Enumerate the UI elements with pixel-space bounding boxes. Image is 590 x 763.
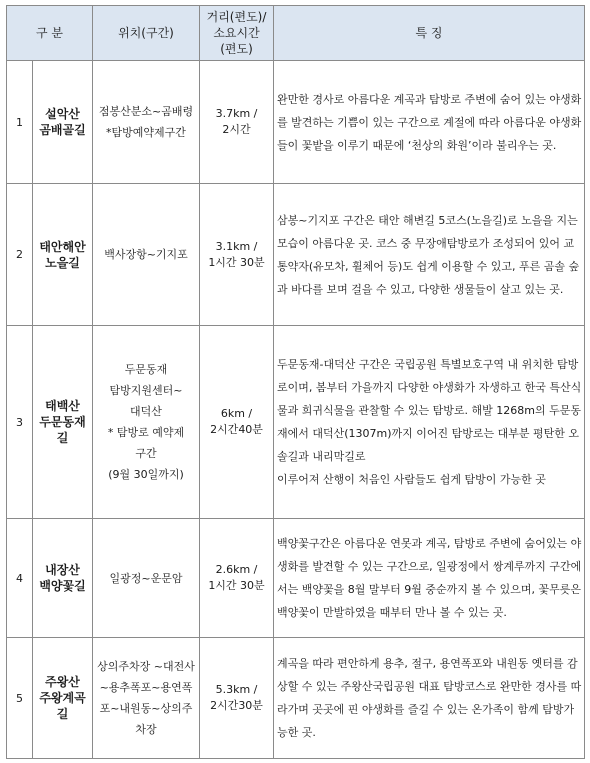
trail-table	[6, 5, 585, 759]
trail-name: 내장산 백양꽃길	[33, 519, 93, 638]
table-row	[7, 638, 585, 759]
trail-features: 계곡을 따라 편안하게 용추, 절구, 용연폭포와 내원동 옛터를 감상할 수 있는 주왕산국립공원 대표 탐방코스로 완만한 경사를 따라가며 곳곳에 핀 야생화를 즐길 수 있는 온가족이 함께 탐방가능한 곳.	[274, 638, 585, 759]
trail-location: 두문동재 탐방지원센터~ 대덕산 * 탐방로 예약제 구간 (9월 30일까지)	[93, 326, 200, 519]
trail-distance: 3.1km / 1시간 30분	[200, 184, 274, 326]
trail-features: 완만한 경사로 아름다운 계곡과 탐방로 주변에 숨어 있는 야생화를 발견하는 기쁨이 있는 구간으로 계절에 따라 아름다운 야생화들이 꽃밭을 이루기 때문에 ‘천상의 화원’이라 불리우는 곳.	[274, 61, 585, 184]
trail-name: 주왕산 주왕계곡 길	[33, 638, 93, 759]
trail-distance: 5.3km / 2시간30분	[200, 638, 274, 759]
trail-distance: 6km / 2시간40분	[200, 326, 274, 519]
trail-name: 태백산 두문동재 길	[33, 326, 93, 519]
table-row	[7, 61, 585, 184]
table-row	[7, 326, 585, 519]
trail-location: 일광정~운문암	[93, 519, 200, 638]
trail-name: 태안해안 노을길	[33, 184, 93, 326]
trail-location: 백사장항~기지포	[93, 184, 200, 326]
trail-name: 설악산 곰배골길	[33, 61, 93, 184]
header-features: 특 징	[274, 6, 585, 61]
trail-location: 상의주차장 ~대전사~용추폭포~용연폭포~내원동~상의주차장	[93, 638, 200, 759]
row-number: 3	[7, 326, 33, 519]
table-row	[7, 184, 585, 326]
row-number: 1	[7, 61, 33, 184]
row-number: 2	[7, 184, 33, 326]
trail-features: 삼봉~기지포 구간은 태안 해변길 5코스(노을길)로 노을을 지는 모습이 아름다운 곳. 코스 중 무장애탐방로가 조성되어 있어 교통약자(유모차, 휠체어 등)도 쉽게 이용할 수 있고, 푸른 곰솔 숲과 바다를 보며 걸을 수 있고, 다양한 생물들이 살고 있는 곳.	[274, 184, 585, 326]
header-distance: 거리(편도)/ 소요시간 (편도)	[200, 6, 274, 61]
header-division: 구 분	[7, 6, 93, 61]
trail-features: 백양꽃구간은 아름다운 연못과 계곡, 탐방로 주변에 숨어있는 야생화를 발견할 수 있는 구간으로, 일광정에서 쌍계루까지 구간에서는 백양꽃을 8월 말부터 9월 중순까지 볼 수 있으며, 꽃무릇은 백양꽃이 만발하였을 때부터 만나 볼 수 있는 곳.	[274, 519, 585, 638]
header-location: 위치(구간)	[93, 6, 200, 61]
trail-distance: 3.7km / 2시간	[200, 61, 274, 184]
row-number: 5	[7, 638, 33, 759]
table-row	[7, 519, 585, 638]
trail-distance: 2.6km / 1시간 30분	[200, 519, 274, 638]
trail-location: 점봉산분소~곰배령 *탐방예약제구간	[93, 61, 200, 184]
table-header-row	[7, 6, 585, 61]
row-number: 4	[7, 519, 33, 638]
trail-features: 두문동재-대덕산 구간은 국립공원 특별보호구역 내 위치한 탐방로이며, 봄부터 가을까지 다양한 야생화가 자생하고 한국 특산식물과 희귀식물을 관찰할 수 있는 탐방로. 해발 1268m의 두문동재에서 대덕산(1307m)까지 이어진 탐방로는 대부분 평탄한 오솔길과 내리막길로 이루어져 산행이 처음인 사람들도 쉽게 탐방이 가능한 곳	[274, 326, 585, 519]
